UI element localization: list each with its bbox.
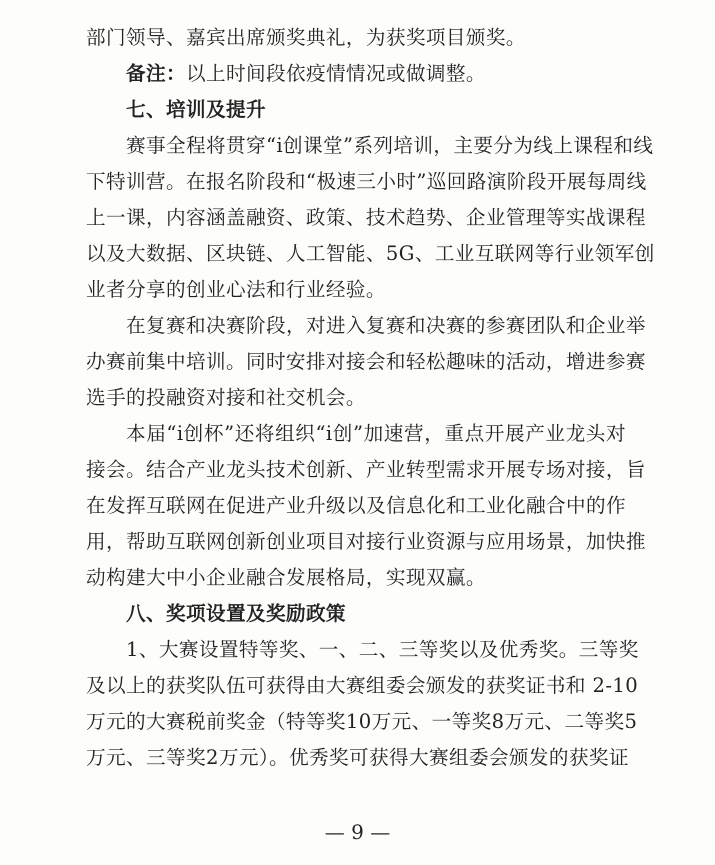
text-line: 在发挥互联网在促进产业升级以及信息化和工业化融合中的作: [86, 494, 626, 517]
note-text: 以上时间段依疫情情况或做调整。: [185, 62, 486, 85]
note-line: [126, 60, 486, 88]
text-line: 上一课，内容涵盖融资、政策、技术趋势、企业管理等实战课程: [86, 206, 646, 229]
text-line: 用，帮助互联网创新创业项目对接行业资源与应用场景，加快推: [86, 530, 646, 553]
text-line: 下特训营。在报名阶段和“极速三小时”巡回路演阶段开展每周线: [86, 170, 647, 193]
text-line: 万元的大赛税前奖金（特等奖10万元、一等奖8万元、二等奖5: [86, 710, 638, 733]
text-line: 接会。结合产业龙头技术创新、产业转型需求开展专场对接，旨: [86, 458, 646, 481]
text-line: 业者分享的创业心法和行业经验。: [86, 278, 386, 301]
text-line: 及以上的获奖队伍可获得由大赛组委会颁发的获奖证书和 2-10: [86, 674, 639, 697]
text-line: 赛事全程将贯穿“i创课堂”系列培训，主要分为线上课程和线: [126, 134, 654, 157]
note-label: 备注：: [126, 62, 186, 85]
text-line: 动构建大中小企业融合发展格局，实现双赢。: [86, 566, 486, 589]
text-line: 本届“i创杯”还将组织“i创”加速营，重点开展产业龙头对: [126, 422, 626, 445]
section-heading-awards: 八、奖项设置及奖励政策: [126, 602, 346, 625]
text-line: 在复赛和决赛阶段，对进入复赛和决赛的参赛团队和企业举: [126, 314, 646, 337]
text-line: 办赛前集中培训。同时安排对接会和轻松趣味的活动，增进参赛: [86, 350, 646, 373]
text-line: 以及大数据、区块链、人工智能、5G、工业互联网等行业领军创: [86, 242, 655, 265]
text-line: 万元、三等奖2万元）。优秀奖可获得大赛组委会颁发的获奖证: [86, 746, 629, 769]
text-line: 1、大赛设置特等奖、一、二、三等奖以及优秀奖。三等奖: [126, 638, 639, 661]
text-line: 部门领导、嘉宾出席颁奖典礼，为获奖项目颁奖。: [86, 26, 526, 49]
section-heading-training: 七、培训及提升: [126, 98, 266, 121]
text-line: 选手的投融资对接和社交机会。: [86, 386, 366, 409]
page-number: — 9 —: [324, 820, 391, 844]
